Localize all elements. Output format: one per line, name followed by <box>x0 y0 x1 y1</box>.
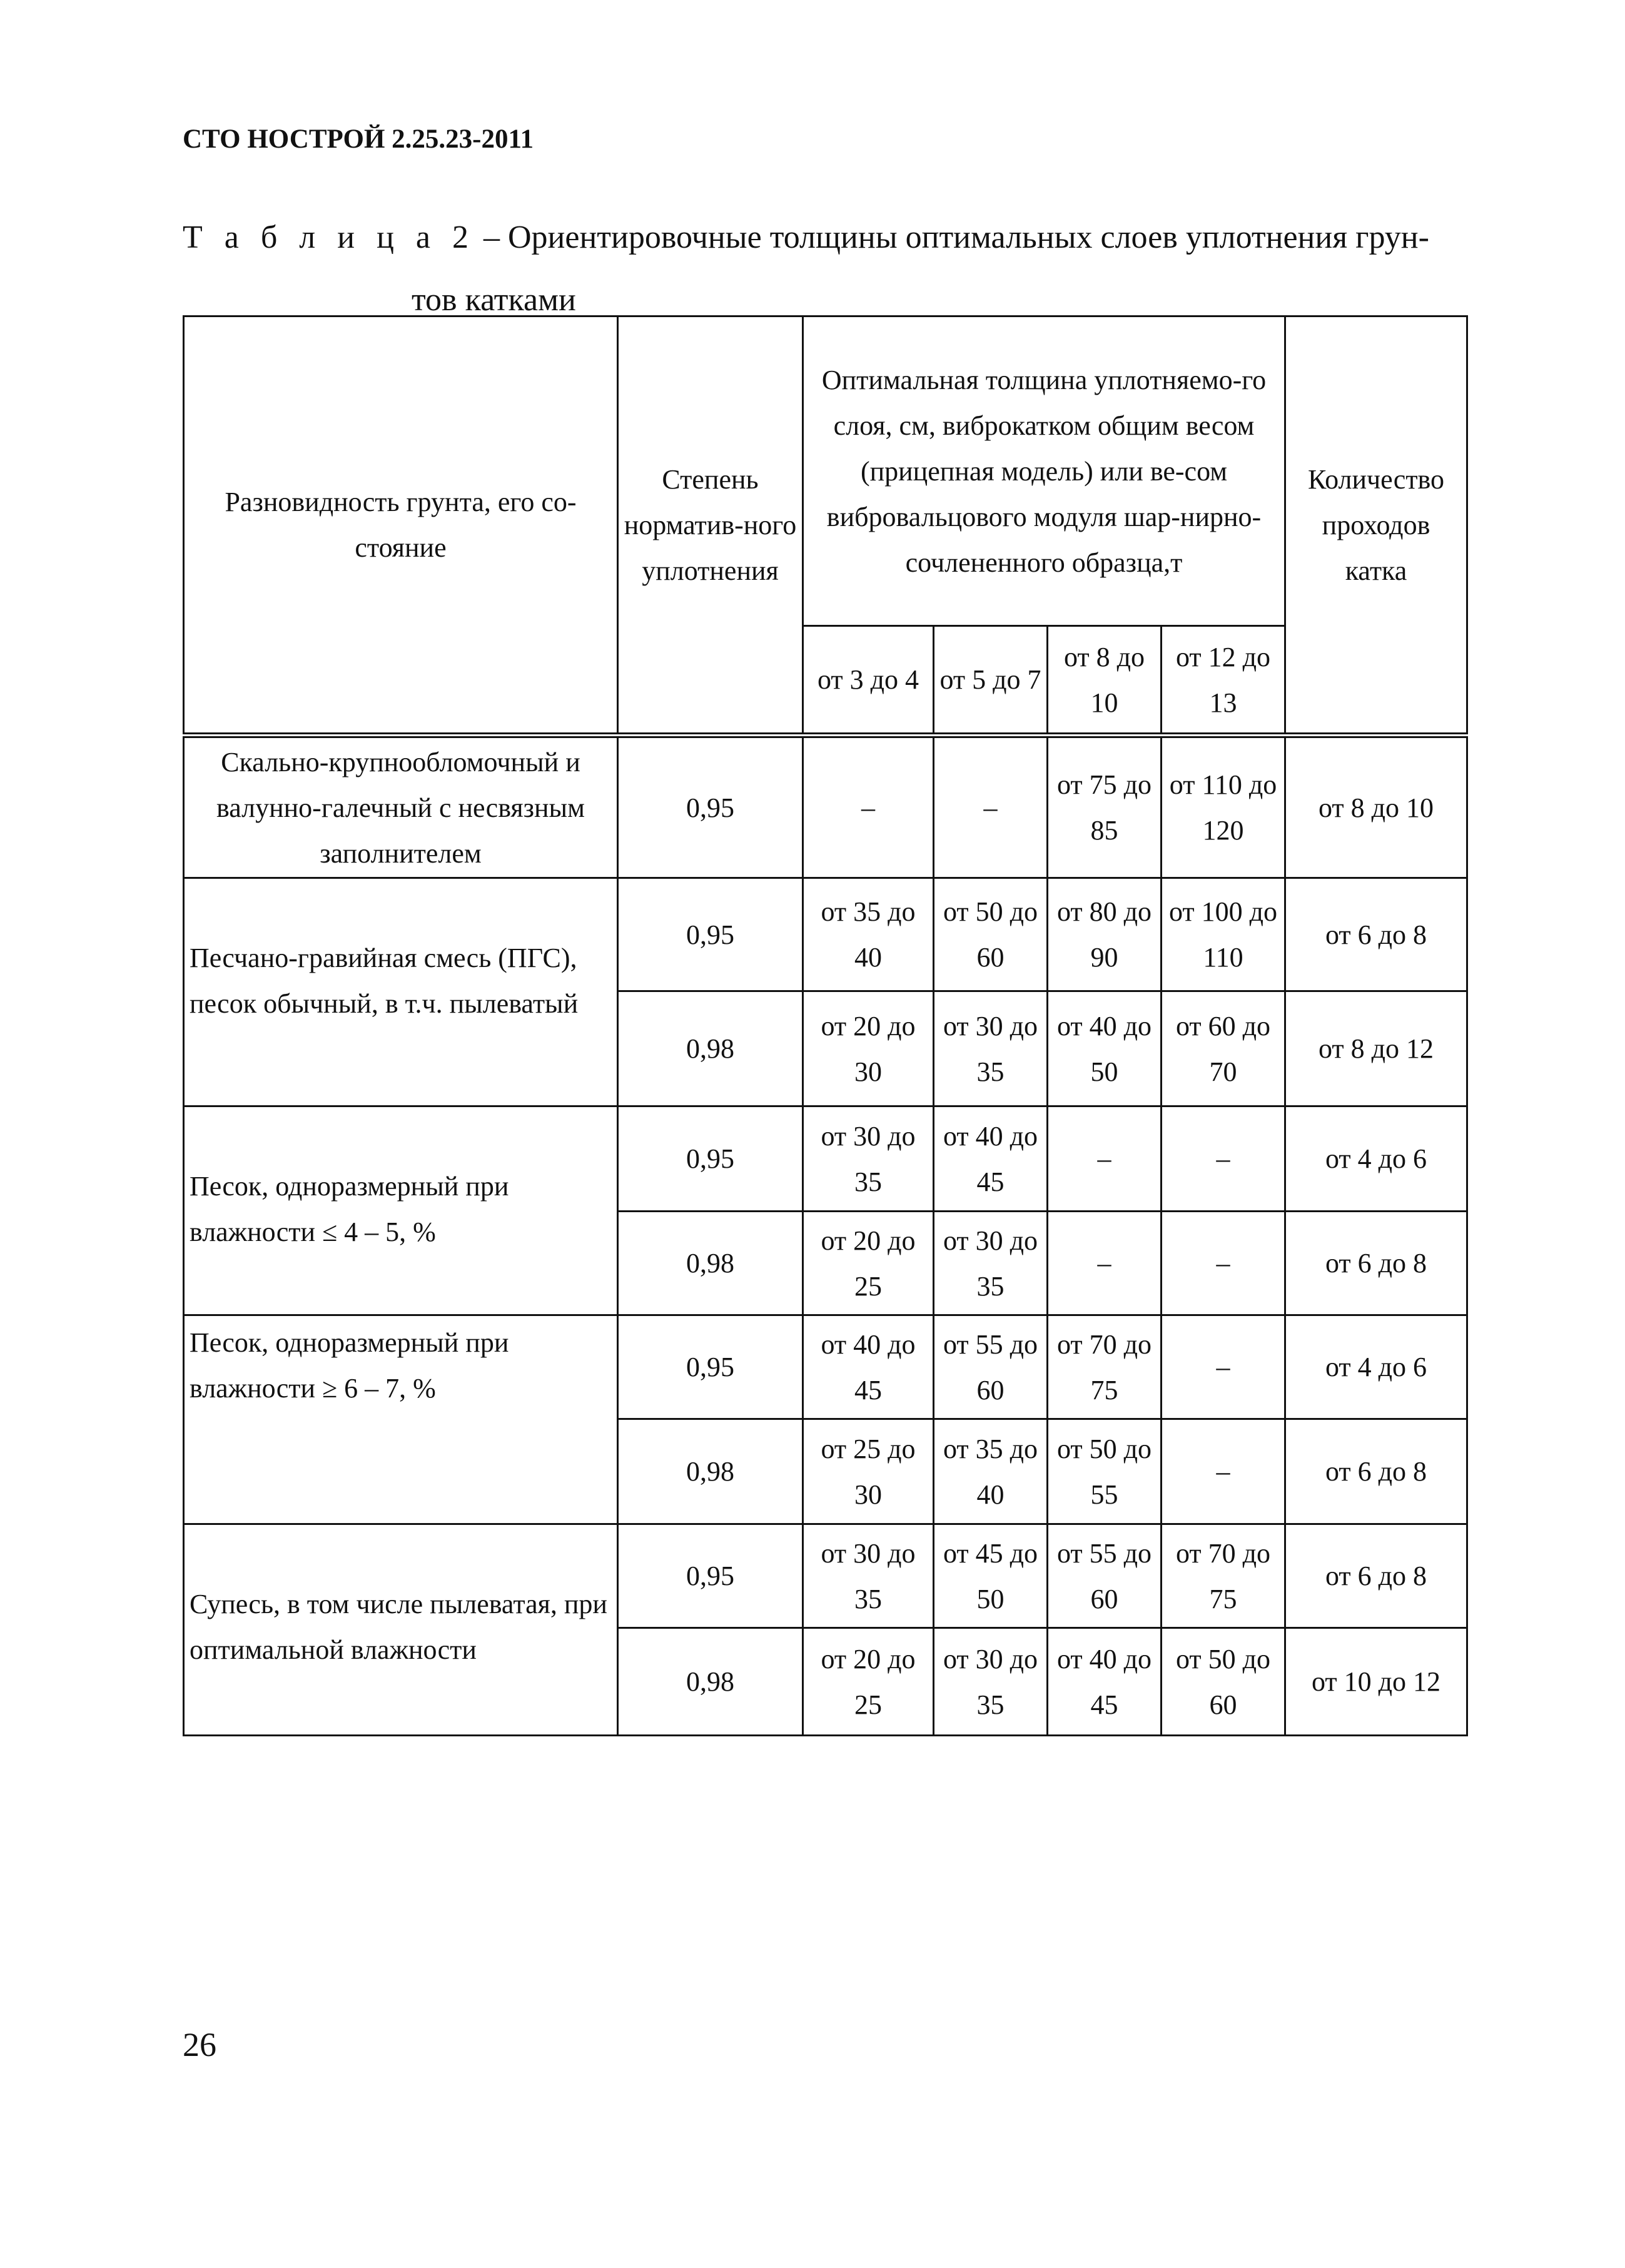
passes-cell: от 4 до 6 <box>1285 1315 1467 1419</box>
thickness-cell: от 20 до 25 <box>803 1628 934 1736</box>
soil-type-cell: Скально-крупнообломочный и валунно-галечный с несвязным заполнителем <box>184 736 618 878</box>
degree-cell: 0,98 <box>618 1212 803 1315</box>
table-caption <box>183 206 1465 332</box>
thickness-cell: от 30 до 35 <box>803 1106 934 1212</box>
thickness-cell: от 75 до 85 <box>1048 736 1162 878</box>
degree-cell: 0,95 <box>618 878 803 991</box>
passes-cell: от 6 до 8 <box>1285 1419 1467 1524</box>
thickness-cell: от 25 до 30 <box>803 1419 934 1524</box>
thickness-cell: от 100 до 110 <box>1162 878 1285 991</box>
header-optimal-thickness: Оптимальная толщина уплотняемо-го слоя, см, виброкатком общим весом (прицепная модель) или ве-сом вибровальцового модуля шар-нирно-сочлененного образца,т <box>803 316 1285 626</box>
thickness-cell: – <box>1162 1212 1285 1315</box>
thickness-cell: от 60 до 70 <box>1162 991 1285 1106</box>
thickness-cell: от 55 до 60 <box>934 1315 1048 1419</box>
header-soil-type: Разновидность грунта, его со-стояние <box>184 316 618 736</box>
thickness-cell: – <box>1162 1315 1285 1419</box>
caption-label: Т а б л и ц а 2 <box>183 220 475 255</box>
table-row <box>184 1106 1467 1212</box>
header-weight-4: от 12 до 13 <box>1162 626 1285 736</box>
page-number: 26 <box>183 2026 216 2063</box>
soil-type-cell: Супесь, в том числе пылеватая, при оптимальной влажности <box>184 1524 618 1736</box>
thickness-cell: от 30 до 35 <box>803 1524 934 1628</box>
thickness-cell: – <box>1048 1212 1162 1315</box>
passes-cell: от 10 до 12 <box>1285 1628 1467 1736</box>
header-row <box>184 316 1467 626</box>
thickness-cell: от 45 до 50 <box>934 1524 1048 1628</box>
thickness-cell: от 35 до 40 <box>934 1419 1048 1524</box>
thickness-cell: – <box>1162 1106 1285 1212</box>
thickness-cell: – <box>1048 1106 1162 1212</box>
thickness-cell: от 55 до 60 <box>1048 1524 1162 1628</box>
thickness-cell: от 70 до 75 <box>1048 1315 1162 1419</box>
table-row <box>184 1315 1467 1419</box>
thickness-cell: от 80 до 90 <box>1048 878 1162 991</box>
thickness-cell: от 40 до 45 <box>803 1315 934 1419</box>
degree-cell: 0,95 <box>618 736 803 878</box>
document-header: СТО НОСТРОЙ 2.25.23-2011 <box>183 124 534 154</box>
thickness-cell: от 35 до 40 <box>803 878 934 991</box>
thickness-cell: от 50 до 55 <box>1048 1419 1162 1524</box>
header-weight-1: от 3 до 4 <box>803 626 934 736</box>
thickness-cell: от 40 до 45 <box>1048 1628 1162 1736</box>
soil-type-cell: Песчано-гравийная смесь (ПГС), песок обычный, в т.ч. пылеватый <box>184 878 618 1106</box>
soil-type-cell: Песок, одноразмерный при влажности ≤ 4 – 5, % <box>184 1106 618 1315</box>
thickness-cell: от 20 до 30 <box>803 991 934 1106</box>
thickness-cell: от 40 до 45 <box>934 1106 1048 1212</box>
table-row <box>184 736 1467 878</box>
thickness-cell: от 50 до 60 <box>934 878 1048 991</box>
passes-cell: от 6 до 8 <box>1285 1212 1467 1315</box>
caption-text-line1: – Ориентировочные толщины оптимальных слоев уплотнения грун- <box>475 220 1429 255</box>
thickness-cell: от 20 до 25 <box>803 1212 934 1315</box>
thickness-cell: от 30 до 35 <box>934 991 1048 1106</box>
thickness-cell: – <box>803 736 934 878</box>
header-passes: Количество проходов катка <box>1285 316 1467 736</box>
table-row <box>184 1524 1467 1628</box>
degree-cell: 0,95 <box>618 1106 803 1212</box>
header-weight-2: от 5 до 7 <box>934 626 1048 736</box>
thickness-cell: – <box>1162 1419 1285 1524</box>
compaction-table <box>183 315 1468 1736</box>
degree-cell: 0,95 <box>618 1315 803 1419</box>
thickness-cell: – <box>934 736 1048 878</box>
degree-cell: 0,95 <box>618 1524 803 1628</box>
thickness-cell: от 30 до 35 <box>934 1628 1048 1736</box>
caption-text-line2: тов катками <box>412 282 576 318</box>
header-compaction-degree: Степень норматив-ного уплотнения <box>618 316 803 736</box>
soil-type-cell: Песок, одноразмерный при влажности ≥ 6 – 7, % <box>184 1315 618 1524</box>
degree-cell: 0,98 <box>618 1419 803 1524</box>
table-row <box>184 878 1467 991</box>
degree-cell: 0,98 <box>618 1628 803 1736</box>
passes-cell: от 8 до 10 <box>1285 736 1467 878</box>
passes-cell: от 6 до 8 <box>1285 1524 1467 1628</box>
thickness-cell: от 40 до 50 <box>1048 991 1162 1106</box>
passes-cell: от 8 до 12 <box>1285 991 1467 1106</box>
passes-cell: от 4 до 6 <box>1285 1106 1467 1212</box>
thickness-cell: от 30 до 35 <box>934 1212 1048 1315</box>
thickness-cell: от 50 до 60 <box>1162 1628 1285 1736</box>
header-weight-3: от 8 до 10 <box>1048 626 1162 736</box>
thickness-cell: от 110 до 120 <box>1162 736 1285 878</box>
passes-cell: от 6 до 8 <box>1285 878 1467 991</box>
degree-cell: 0,98 <box>618 991 803 1106</box>
thickness-cell: от 70 до 75 <box>1162 1524 1285 1628</box>
